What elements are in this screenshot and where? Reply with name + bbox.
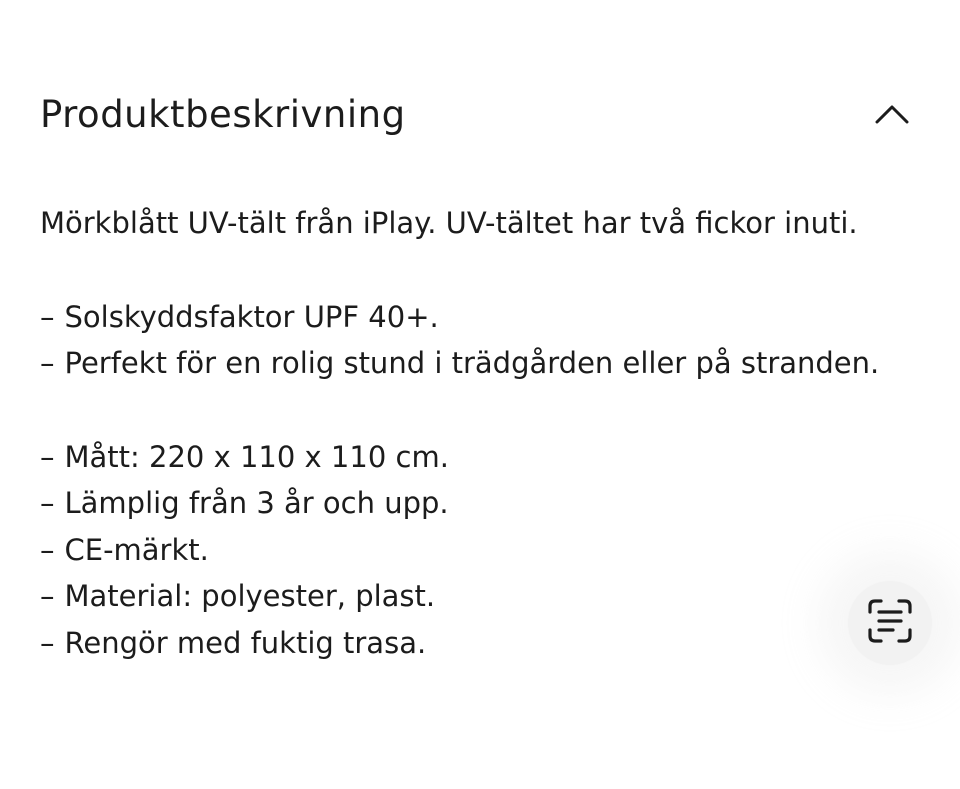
list-item: [40, 340, 900, 387]
paragraph-spacer: [40, 247, 900, 294]
list-item: [40, 294, 900, 341]
bullet-dash: –: [40, 486, 55, 520]
list-item: [40, 434, 900, 481]
bullet-dash: –: [40, 299, 55, 334]
paragraph-spacer: [40, 387, 900, 434]
live-text-scan-icon: [867, 598, 913, 648]
live-text-scan-button[interactable]: [848, 581, 932, 665]
list-item-text: CE-märkt.: [64, 532, 209, 567]
chevron-up-icon[interactable]: [872, 94, 912, 134]
list-item-text: Lämplig från 3 år och upp.: [64, 486, 449, 520]
list-item: [40, 480, 900, 527]
feature-list-1: [40, 294, 900, 387]
bullet-dash: –: [40, 625, 55, 660]
list-item: [40, 527, 900, 574]
bullet-dash: –: [40, 346, 55, 380]
bullet-dash: –: [40, 532, 55, 567]
product-description: [40, 200, 900, 666]
accordion-title: Produktbeskrivning: [40, 92, 406, 136]
list-item-text: Solskyddsfaktor UPF 40+.: [64, 299, 439, 334]
list-item-text: Rengör med fuktig trasa.: [64, 625, 427, 660]
accordion-header-produktbeskrivning[interactable]: [40, 88, 920, 140]
list-item: [40, 620, 900, 667]
bullet-dash: –: [40, 439, 55, 474]
description-intro: Mörkblått UV-tält från iPlay. UV-tältet har två fickor inuti.: [40, 206, 858, 240]
list-item-text: Material: polyester, plast.: [64, 579, 436, 613]
bullet-dash: –: [40, 579, 55, 613]
feature-list-2: [40, 434, 900, 667]
list-item-text: Perfekt för en rolig stund i trädgården eller på stranden.: [64, 346, 880, 380]
list-item-text: Mått: 220 x 110 x 110 cm.: [64, 439, 449, 474]
list-item: [40, 573, 900, 620]
